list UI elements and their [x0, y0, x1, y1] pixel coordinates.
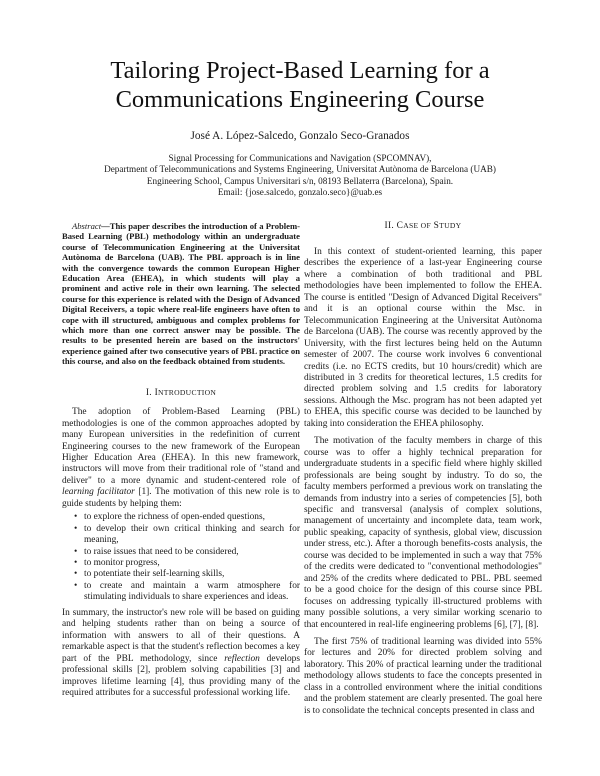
paper-title: [0, 56, 600, 114]
author-list: José A. López-Salcedo, Gonzalo Seco-Granados: [190, 130, 410, 142]
list-item: • to develop their own critical thinking and search for meaning,: [74, 524, 300, 547]
email-line: Email: {jose.salcedo, gonzalo.seco}@uab.es: [217, 187, 383, 198]
list-item: • to create and maintain a warm atmosphere for stimulating individuals to share experiences and ideas.: [74, 581, 300, 604]
list-item: • to raise issues that need to be considered,: [74, 547, 300, 558]
bullet-list: [62, 512, 300, 604]
emphasis-text: learning facilitator: [62, 487, 135, 498]
intro-paragraph: [62, 407, 300, 510]
heading-smallcaps: TUDY: [439, 221, 462, 230]
case-paragraph: In this context of student-oriented learning, this paper describes the experience of a last-year Engineering course where a combination of both traditional and PBL methodologies have been implemented to follow the EHEA. The course is entitled "Design of Advanced Digital Receivers" and it is an optional course within the Msc. in Telecommunication Engineering at the Universitat Autònoma de Barcelona (UAB). The course was recently approved by the University, with the first lectures being held on the Autumn semester of 2007. The course work involves 6 conventional credits (i.e. no ECTS credits, but 10 hours/credit) which are distributed in 3 credits for theoretical lectures, 1.5 credits for directed problem solving and 1.5 credits for laboratory sessions. Although the Msc. program has not been adapted yet to EHEA, this specific course was decided to be launched by taking into consideration the EHEA philosophy.: [304, 247, 542, 429]
abstract: [62, 221, 300, 367]
heading-smallcaps: NTRODUCTION: [158, 387, 217, 397]
text-run: [1]. The motivation of this new role is to guide students by helping them:: [62, 487, 300, 509]
text-run: develops professional skills [2], problem solving capabilities [3] and improves lifetime learning [4], thus providing many of the required attributes for a successful professional working life.: [62, 653, 301, 699]
title-line-1: Tailoring Project-Based Learning for a: [110, 57, 490, 84]
heading-initial: S: [433, 221, 440, 231]
text-run: In summary, the instructor's new role will be based on guiding and helping students rather than on being a source of information with answers to all of their questions. A remarkable aspect is that the student's reflection becomes a key part of the PBL methodology, since: [62, 607, 300, 664]
affiliation-line: Engineering School, Campus Universitari s/n, 08193 Bellaterra (Barcelona), Spain.: [146, 175, 454, 186]
text-run: The adoption of Problem-Based Learning (PBL) methodologies is one of the common approaches adopted by many European universities in the redefinition of current Engineering courses to the new framework of the European Higher Education Area (EHEA). In this new framework, instructors will move from their traditional role of "stand and deliver" to a more dynamic and student-centered role of: [62, 407, 300, 486]
intro-paragraph: [62, 608, 300, 700]
abstract-text: —This paper describes the introduction of a Problem-Based Learning (PBL) methodology within an undergraduate course of Telecommunication Engineering at the Universitat Autònoma de Barcelona (UAB). The PBL approach is in line with the convergence towards the common European Higher Education Area (EHEA), in which students will play a prominent and active role in their own learning. The selected course for this experience is related with the Design of Advanced Digital Receivers, a topic where real-life engineers have often to cope with ill structured, ambiguous and complex problems for which more than one correct answer may be possible. The results to be presented herein are based on the instructors' experience gained after two consecutive years of PBL practice on this course, and also on the feedback obtained from students.: [62, 221, 300, 367]
case-paragraph: The first 75% of traditional learning was divided into 55% for lectures and 20% for directed problem solving and laboratory. This 20% of practical learning under the traditional methodology allows students to face the concepts presented in class in a controlled environment where the initial conditions and the problem statement are clearly presented. The goal here is to consolidate the technical concepts presented in class and: [304, 636, 542, 716]
heading-initial: I: [154, 387, 159, 398]
affiliation-line: Signal Processing for Communications and Navigation (SPCOMNAV),: [168, 153, 432, 163]
section-number: I.: [145, 387, 152, 398]
right-column: [304, 247, 542, 717]
list-item: • to potentiate their self-learning skills,: [74, 569, 300, 580]
heading-smallcaps: ASE OF: [403, 221, 431, 230]
emphasis-text: reflection: [224, 653, 260, 664]
section-heading-case-of-study: [304, 221, 542, 231]
list-item: • to monitor progress,: [74, 558, 300, 569]
heading-initial: C: [396, 221, 404, 231]
affiliation-block: [0, 153, 600, 199]
section-heading-introduction: [62, 387, 300, 399]
case-paragraph: The motivation of the faculty members in charge of this course was to offer a highly technical preparation for undergraduate students in a specific field where highly skilled professionals are being sought by industry. To do so, the faculty members performed a previous work on translating the demands from industry into a series of competencies [5], both specific and transversal (analysis of complex solutions, management of uncertainty and incomplete data, team work, public speaking, capacity of synthesis, global view, discussion under stress, etc.). After a thorough benefits-costs analysis, the course was decided to be implemented in such a way that 75% of the credits were dedicated to "conventional methodologies" and 25% of the credits where dedicated to PBL. PBL seemed to be a good choice for the design of this course since PBL focuses on addressing typically ill-structured problems with many possible solutions, a very similar working scenario to that encountered in real-life engineering problems [6], [7], [8].: [304, 436, 542, 630]
affiliation-line: Department of Telecommunications and Systems Engineering, Universitat Autònoma de Barcelona (UAB): [104, 164, 496, 175]
abstract-label: Abstract: [72, 221, 102, 231]
title-line-2: Communications Engineering Course: [115, 86, 485, 113]
list-item: • to explore the richness of open-ended questions,: [74, 512, 300, 523]
section-number: II.: [384, 221, 395, 231]
left-column: [62, 221, 300, 699]
